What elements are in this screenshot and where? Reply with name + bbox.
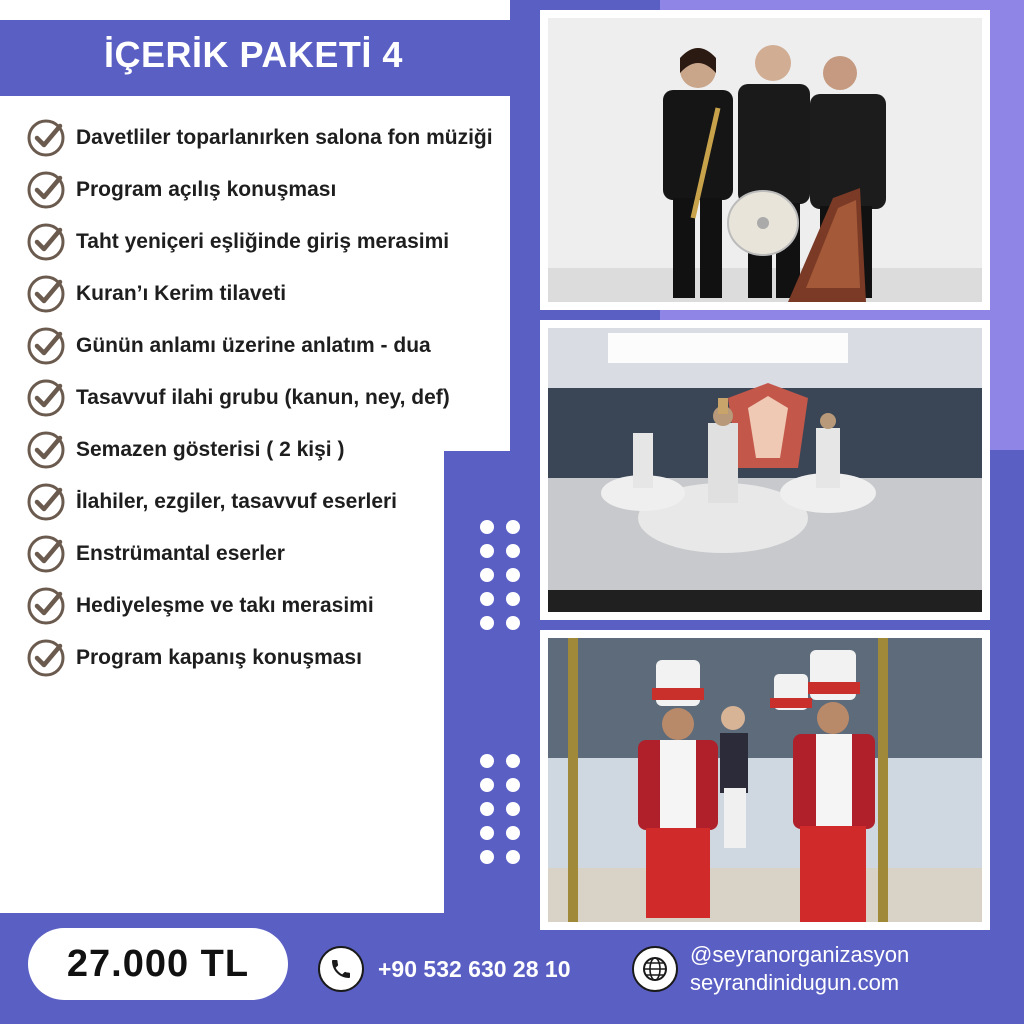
decor-dots-upper [480,520,520,630]
check-icon [26,482,66,522]
check-icon [26,170,66,210]
decor-dots-lower [480,754,520,864]
page-title: İÇERİK PAKETİ 4 [104,34,403,75]
check-icon [26,638,66,678]
list-item-label: Hediyeleşme ve takı merasimi [76,594,374,617]
list-item [26,326,431,366]
list-item-label: Günün anlamı üzerine anlatım - dua [76,334,431,357]
globe-icon[interactable] [632,946,678,992]
list-item [26,274,286,314]
check-icon [26,326,66,366]
list-item [26,118,493,158]
photo-semazen [540,320,990,620]
list-item-label: Kuran’ı Kerim tilaveti [76,282,287,305]
check-icon [26,118,66,158]
list-item [26,222,449,262]
list-item [26,430,344,470]
price-badge [28,928,288,1000]
semazen-image [548,328,982,612]
list-item [26,638,362,678]
list-item-label: Davetliler toparlanırken salona fon müziği [76,126,493,149]
list-item [26,482,397,522]
musicians-image [548,18,982,302]
instagram-handle[interactable]: @seyranorganizasyon [690,942,910,967]
check-icon [26,586,66,626]
list-item-label: İlahiler, ezgiler, tasavvuf eserleri [76,490,398,513]
check-icon [26,378,66,418]
list-item-label: Semazen gösterisi ( 2 kişi ) [76,438,345,461]
top-strip [0,0,510,20]
phone-icon[interactable] [318,946,364,992]
phone-number[interactable]: +90 532 630 28 10 [378,956,571,982]
check-icon [26,222,66,262]
list-item [26,170,336,210]
check-icon [26,274,66,314]
price-text: 27.000 TL [66,942,250,985]
check-icon [26,534,66,574]
list-item [26,534,285,574]
website-link[interactable]: seyrandinidugun.com [690,970,900,995]
photo-musicians [540,10,990,310]
list-item-label: Program açılış konuşması [76,178,337,201]
list-item-label: Tasavvuf ilahi grubu (kanun, ney, def) [76,386,450,409]
list-item-label: Taht yeniçeri eşliğinde giriş merasimi [76,230,450,253]
list-item-label: Enstrümantal eserler [76,542,285,565]
yeniceri-image [548,638,982,922]
list-item-label: Program kapanış konuşması [76,646,362,669]
list-item [26,586,374,626]
check-icon [26,430,66,470]
list-item [26,378,450,418]
photo-yeniceri [540,630,990,930]
